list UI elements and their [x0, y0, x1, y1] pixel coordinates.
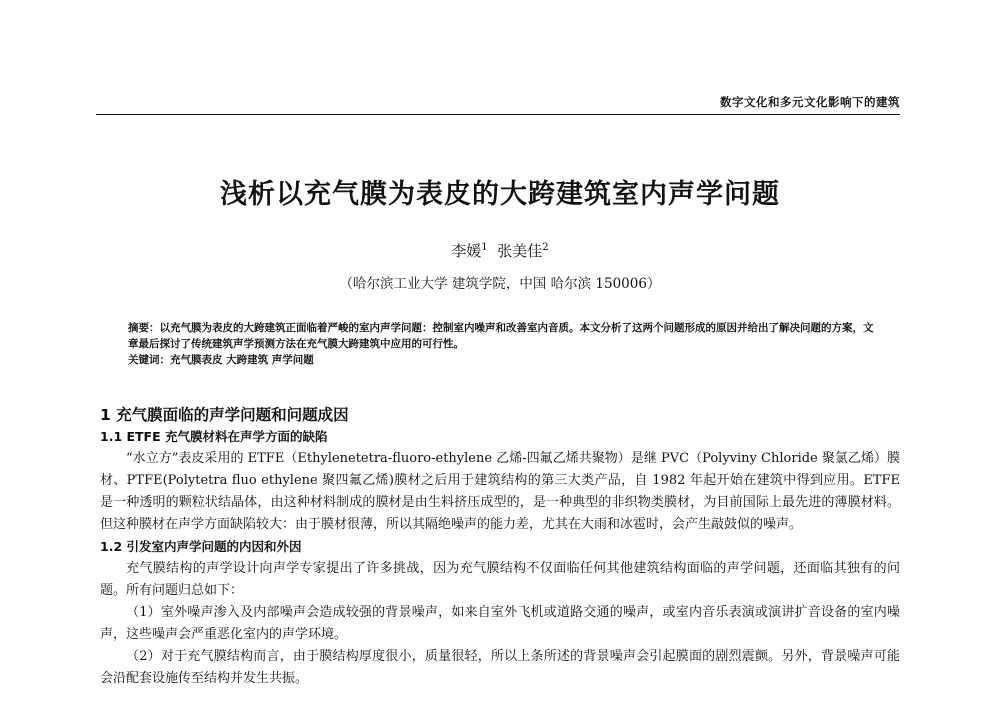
subsection-heading: 1.1 ETFE 充气膜材料在声学方面的缺陷	[100, 429, 328, 444]
section-heading: 1 充气膜面临的声学问题和问题成因	[100, 406, 349, 424]
keywords-text: 充气膜表皮 大跨建筑 声学问题	[170, 354, 314, 366]
abstract-text: 以充气膜为表皮的大跨建筑正面临着严峻的室内声学问题：控制室内噪声和改善室内音质。本文分析了这两个问题形成的原因并给出了解决问题的方案，文章最后探讨了传统建筑声学预测方法在充气膜大跨建筑中应用的可行性。	[128, 322, 874, 350]
paragraph: （1）室外噪声渗入及内部噪声会造成较强的背景噪声，如来自室外飞机或道路交通的噪声，或室内音乐表演或演讲扩音设备的室内噪声，这些噪声会严重恶化室内的声学环境。	[100, 605, 900, 642]
header-rule	[96, 114, 900, 115]
author-affiliation-marker: 1	[481, 242, 488, 253]
subsection-heading: 1.2 引发室内声学问题的内因和外因	[100, 539, 302, 554]
paragraph: （2）对于充气膜结构而言，由于膜结构厚度很小，质量很轻，所以上条所述的背景噪声会引起膜面的剧烈震颤。另外，背景噪声可能会沿配套设施传至结构并发生共振。	[100, 649, 900, 686]
running-header: 数字文化和多元文化影响下的建筑	[720, 95, 900, 109]
abstract	[128, 320, 876, 352]
body-text	[100, 404, 900, 690]
paragraph: “水立方”表皮采用的 ETFE（Ethylenetetra-fluoro-ethylene 乙烯-四氟乙烯共聚物）是继 PVC（Polyviny Chloride 聚氯乙烯）膜材、PTFE(Polytetra fluo ethylene 聚四氟乙烯)膜材之后用于建筑结构的第三大类产品，自 1982 年起开始在建筑中得到应用。ETFE 是一种透明的颗粒状结晶体，由这种材料制成的膜材是由生料挤压成型的，是一种典型的非织物类膜材，为目前国际上最先进的薄膜材料。但这种膜材在声学方面缺陷较大：由于膜材很薄，所以其隔绝噪声的能力差，尤其在大雨和冰雹时，会产生敲鼓似的噪声。	[100, 451, 900, 532]
paper-title: 浅析以充气膜为表皮的大跨建筑室内声学问题	[220, 179, 780, 210]
author-name: 张美佳	[497, 242, 543, 260]
keywords-label: 关键词：	[128, 354, 170, 366]
abstract-label: 摘要：	[128, 322, 160, 334]
author-affiliation-marker: 2	[542, 242, 549, 253]
author-line	[0, 240, 1000, 261]
affiliation: （哈尔滨工业大学 建筑学院，中国 哈尔滨 150006）	[339, 276, 661, 292]
keywords	[128, 352, 876, 368]
author-name: 李媛	[451, 242, 482, 260]
paragraph: 充气膜结构的声学设计向声学专家提出了许多挑战，因为充气膜结构不仅面临任何其他建筑结构面临的声学问题，还面临其独有的问题。所有问题归总如下：	[100, 561, 900, 598]
abstract-block	[128, 320, 876, 368]
